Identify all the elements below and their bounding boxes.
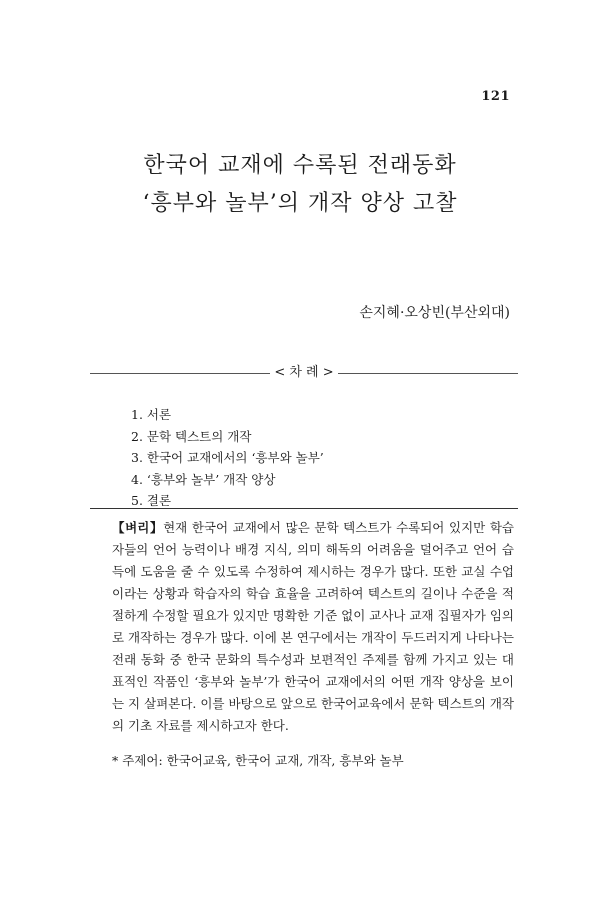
- title-line-1: 한국어 교재에 수록된 전래동화: [143, 153, 457, 178]
- title-line-2: ‘흥부와 놀부’의 개작 양상 고찰: [142, 191, 458, 216]
- toc-list: [131, 404, 324, 512]
- toc-header-rule-right: [338, 373, 518, 374]
- paper-title: [0, 147, 600, 223]
- keywords: * 주제어: 한국어교육, 한국어 교재, 개작, 흥부와 놀부: [112, 753, 404, 768]
- toc-item: 5. 결론: [131, 493, 172, 508]
- toc-header-label: < 차 례 >: [274, 365, 334, 380]
- toc-item: 1. 서론: [131, 407, 172, 422]
- toc-header: [90, 364, 518, 382]
- page-number: 121: [481, 89, 510, 104]
- toc-item: 4. ‘흥부와 놀부’ 개작 양상: [131, 471, 276, 487]
- toc-item: 3. 한국어 교재에서의 ‘흥부와 놀부’: [131, 450, 324, 465]
- toc-item: 2. 문학 텍스트의 개작: [131, 428, 252, 444]
- abstract: [112, 517, 514, 737]
- section-divider: [90, 508, 518, 509]
- authors: 손지혜·오상빈(부산외대): [359, 305, 510, 321]
- abstract-label: 【벼리】: [112, 520, 164, 535]
- abstract-text: 현재 한국어 교재에서 많은 문학 텍스트가 수록되어 있지만 학습자들의 언어 능력이나 배경 지식, 의미 해독의 어려움을 덜어주고 언어 습득에 도움을 줄 수 있도록 수정하여 제시하는 경우가 많다. 또한 교실 수업이라는 상황과 학습자의 학습 효율을 고려하여 텍스트의 길이나 수준을 적절하게 수정할 필요가 있지만 명확한 기준 없이 교사나 교재 집필자가 임의로 개작하는 경우가 많다. 이에 본 연구에서는 개작이 두드러지게 나타나는 전래 동화 중 한국 문화의 특수성과 보편적인 주제를 함께 가지고 있는 대표적인 작품인 ‘흥부와 놀부’가 한국어 교재에서의 어떤 개작 양상을 보이는 지 살펴본다. 이를 바탕으로 앞으로 한국어교육에서 문학 텍스트의 개작의 기초 자료를 제시하고자 한다.: [112, 520, 514, 733]
